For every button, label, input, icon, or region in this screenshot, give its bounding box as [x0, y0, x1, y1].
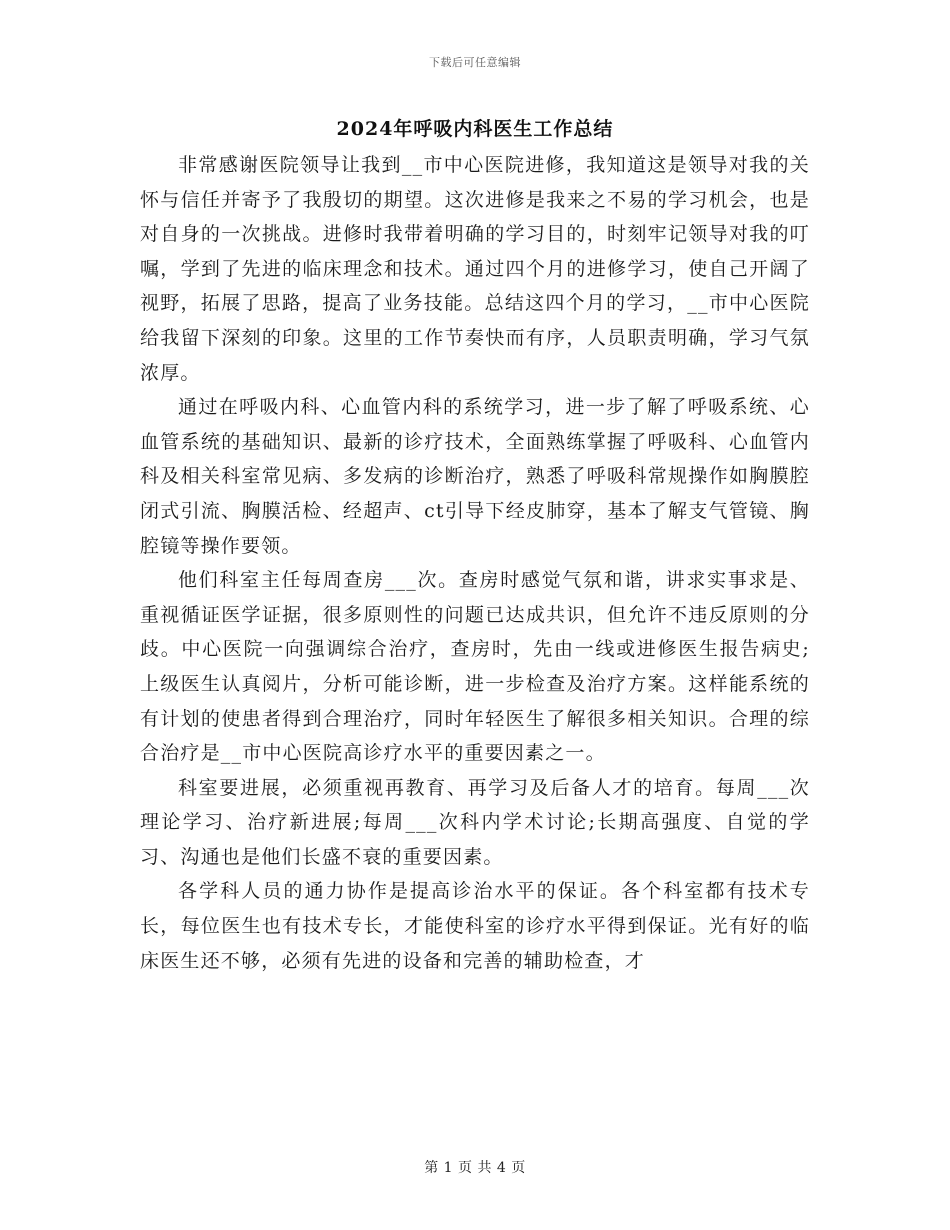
paragraph: 科室要进展，必须重视再教育、再学习及后备人才的培育。每周___次理论学习、治疗新进展;每周___次科内学术讨论;长期高强度、自觉的学习、沟通也是他们长盛不衰的重要因素。	[140, 776, 810, 868]
paragraph: 各学科人员的通力协作是提高诊治水平的保证。各个科室都有技术专长，每位医生也有技术专长，才能使科室的诊疗水平得到保证。光有好的临床医生还不够，必须有先进的设备和完善的辅助检查，才	[140, 880, 810, 972]
page-header-note: 下载后可任意编辑	[429, 56, 521, 69]
document-title: 2024年呼吸内科医生工作总结	[336, 118, 614, 140]
page-number: 第 1 页 共 4 页	[424, 1160, 526, 1176]
paragraph: 非常感谢医院领导让我到__市中心医院进修，我知道这是领导对我的关怀与信任并寄予了我殷切的期望。这次进修是我来之不易的学习机会，也是对自身的一次挑战。进修时我带着明确的学习目的，时刻牢记领导对我的叮嘱，学到了先进的临床理念和技术。通过四个月的进修学习，使自己开阔了视野，拓展了思路，提高了业务技能。总结这四个月的学习，__市中心医院给我留下深刻的印象。这里的工作节奏快而有序，人员职责明确，学习气氛浓厚。	[140, 154, 810, 384]
document-body	[140, 148, 810, 978]
paragraph: 通过在呼吸内科、心血管内科的系统学习，进一步了解了呼吸系统、心血管系统的基础知识、最新的诊疗技术，全面熟练掌握了呼吸科、心血管内科及相关科室常见病、多发病的诊断治疗，熟悉了呼吸科常规操作如胸膜腔闭式引流、胸膜活检、经超声、ct引导下经皮肺穿，基本了解支气管镜、胸腔镜等操作要领。	[140, 396, 810, 557]
paragraph: 他们科室主任每周查房___次。查房时感觉气氛和谐，讲求实事求是、重视循证医学证据，很多原则性的问题已达成共识，但允许不违反原则的分歧。中心医院一向强调综合治疗，查房时，先由一线或进修医生报告病史;上级医生认真阅片，分析可能诊断，进一步检查及治疗方案。这样能系统的有计划的使患者得到合理治疗，同时年轻医生了解很多相关知识。合理的综合治疗是__市中心医院高诊疗水平的重要因素之一。	[140, 569, 810, 765]
